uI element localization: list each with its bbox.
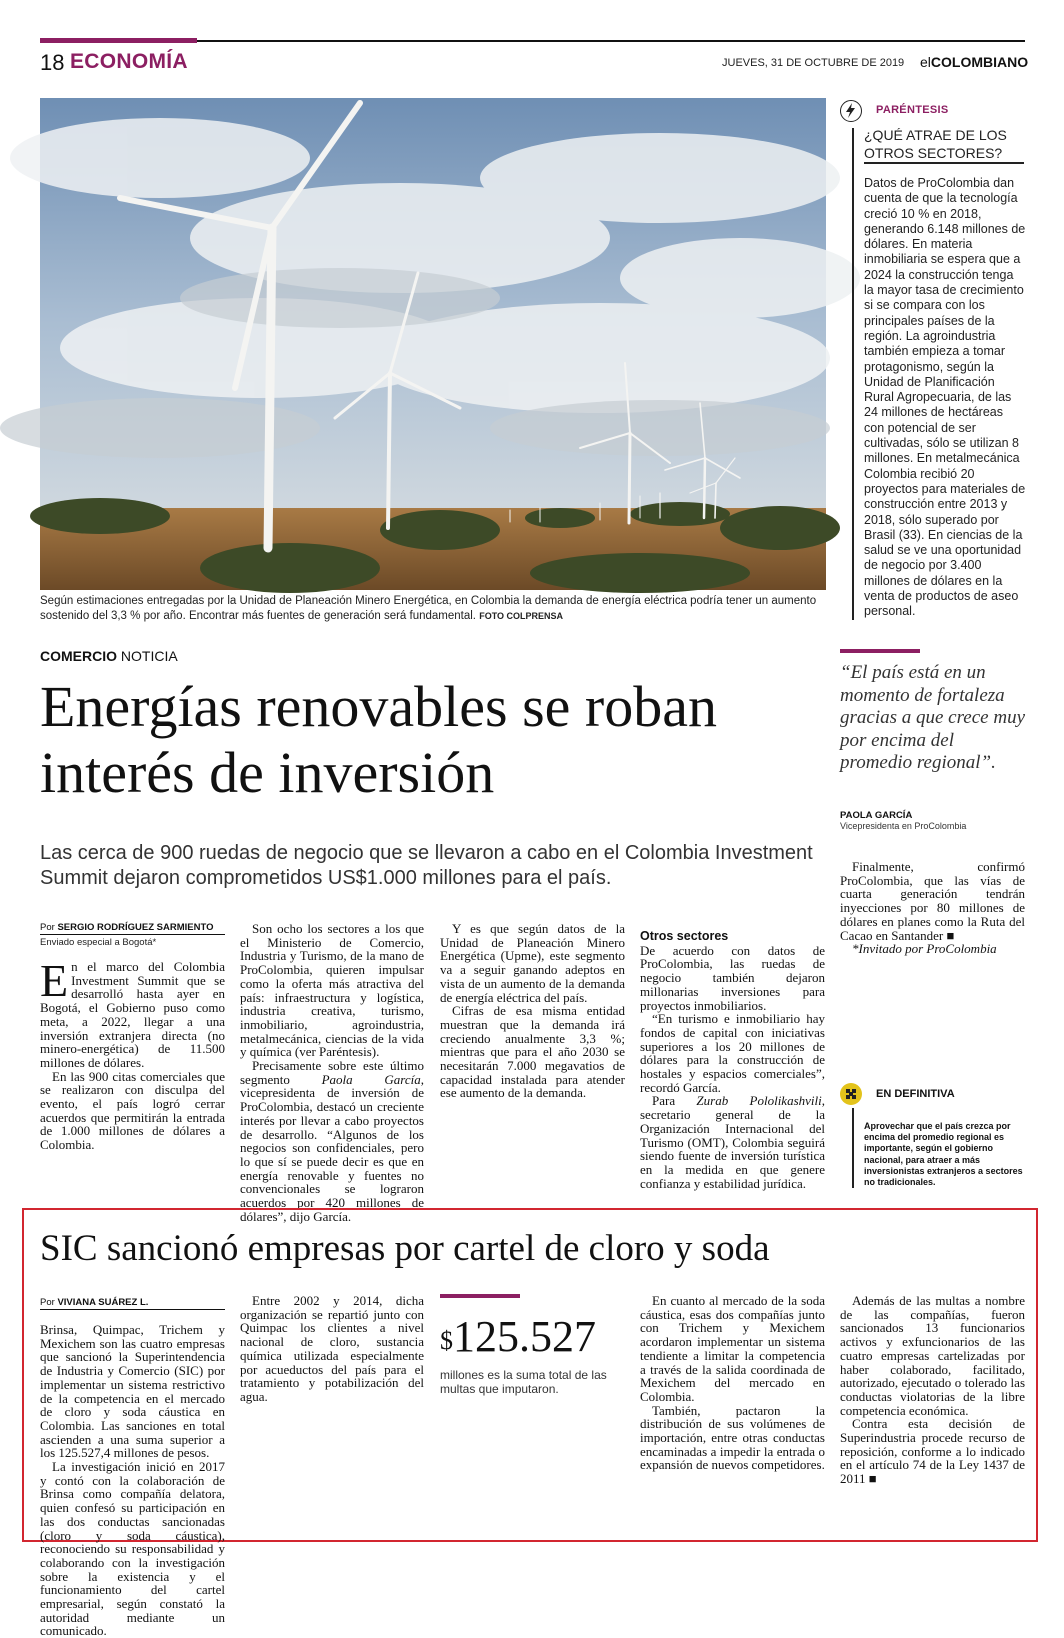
paragraph: Además de las multas a nombre de las compañías, fueron sancionados 13 funcionarios activos y exfuncionarios de las cuatro empresas cartelizadas por haber colaborado, facilitado, autorizado, ejecutado o tolerado las conductas violatorias de la libre competencia económica. xyxy=(840,1293,1025,1418)
article-column-3 xyxy=(440,922,625,1100)
boxed-headline: SIC sancionó empresas por cartel de cloro y soda xyxy=(40,1228,770,1269)
kicker-type: NOTICIA xyxy=(120,648,178,664)
paragraph-text: Para xyxy=(652,1093,697,1109)
paragraph: Contra esta decisión de Superindustria procede recurso de reposición, conforme a lo indicado en el artículo 74 de la Ley 1437 de 2011 ■ xyxy=(840,1416,1025,1487)
figure-accent-bar xyxy=(440,1294,520,1298)
photo-caption xyxy=(40,594,830,624)
paragraph xyxy=(640,1094,825,1190)
pullquote-role: Vicepresidenta en ProColombia xyxy=(840,821,967,831)
sidebar-label: PARÉNTESIS xyxy=(876,104,949,116)
kicker-topic: COMERCIO xyxy=(40,648,117,664)
paragraph xyxy=(240,1059,424,1223)
issue-date: JUEVES, 31 DE OCTUBRE DE 2019 xyxy=(722,57,905,69)
paragraph: Y es que según datos de la Unidad de Planeación Minero Energética (Upme), este segmento va a seguir ganando adeptos en vista de un aumento de la demanda de energía eléctrica del país. xyxy=(440,921,625,1005)
paragraph: En cuanto al mercado de la soda cáustica, esas dos compañías junto con Trichem y Mexichem acordaron implementar un sistema tendiente a limitar la competencia a través de la salida coordinada de Mexichem del mercado en Colombia. xyxy=(640,1293,825,1404)
boxed-column-2 xyxy=(240,1294,424,1404)
article-column-2 xyxy=(240,922,424,1223)
paragraph: Entre 2002 y 2014, dicha organización se repartió junto con Quimpac los clientes a nivel nacional de cloro, sustancia química utilizada especialmente por acueductos del país para el tratamiento y potabilización del agua. xyxy=(240,1293,424,1404)
byline-author: VIVIANA SUÁREZ L. xyxy=(57,1297,149,1308)
pullquote-name: PAOLA GARCÍA xyxy=(840,810,913,821)
paragraph: n el marco del Colombia Investment Summit que se desarrolló hasta ayer en Bogotá, el Gobierno puso como meta, a 2022, llegar a una inversión extranjera directa (no minero-energética) de 11.500 millones de dólares. xyxy=(40,959,225,1070)
paragraph-text: , secretario general de la Organización Internacional del Turismo (OMT), Colombia seguirá siendo fuente de inversión turística en la medida en que genere confianza y estabilidad jurídica. xyxy=(640,1093,825,1191)
pullquote-text: “El país está en un momento de fortaleza gracias a que crece muy por encima del promedio regional”. xyxy=(840,662,1026,773)
figure-number: 125.527 xyxy=(453,1312,596,1361)
paragraph: “En turismo e inmobiliario hay fondos de capital con iniciativas superiores a los 20 millones de dólares para la construcción de hostales y espacios comerciales”, recordó García. xyxy=(640,1011,825,1095)
page-number: 18 xyxy=(40,50,65,75)
article-column-4 xyxy=(640,922,825,1190)
boxed-column-4 xyxy=(640,1294,825,1472)
paragraph: Finalmente, confirmó ProColombia, que las vías de cuarta generación tendrán inyecciones por 80 millones de dólares en planes como la Ruta del Cacao en Santander ■ xyxy=(840,859,1025,943)
boxed-column-5 xyxy=(840,1294,1025,1486)
article-deck: Las cerca de 900 ruedas de negocio que se llevaron a cabo en el Colombia Investment Summit dejaron comprometidos US$1.000 millones para el país. xyxy=(40,842,813,889)
drop-cap: E xyxy=(40,955,69,1006)
paragraph-text: , vicepresidenta de inversión de ProColombia, destacó un creciente interés por llevar a cabo proyectos de desarrollo. “Algunos de los negocios son confidenciales, pero lo que sí se puede decir es que en energía renovable y fuentes no convencionales se lograron acuerdos por 420 millones de dólares”, dijo García. xyxy=(240,1071,425,1224)
sidebar-body: Datos de ProColombia dan cuenta de que la tecnología creció 10 % en 2018, generando 6.148 millones de dólares. En materia inmobiliaria se espera que a 2024 la construcción tenga la mayor tasa de crecimiento si se compara con los principales países de la región. La agroindustria también empieza a tomar protagonismo, según la Unidad de Planificación Rural Agropecuaria, de las 24 millones de hectáreas con potencial de ser cultivadas, sólo se utilizan 8 millones. En metalmecánica Colombia recibió 20 proyectos para materiales de construcción entre 2013 y 2018, sólo superado por Brasil (33). En ciencias de la salud se ve una oportunidad de negocio por 3.400 millones de dólares en la venta de productos de aseo personal. xyxy=(864,176,1026,619)
person-name: Paola García xyxy=(321,1071,421,1087)
article-kicker xyxy=(40,648,178,664)
paragraph: En las 900 citas comerciales que se realizaron con disculpa del evento, el país logró cerrar acuerdos que permitirán la entrada de 1.000 millones de dólares a Colombia. xyxy=(40,1068,225,1153)
logo-main: COLOMBIANO xyxy=(930,54,1029,70)
article-headline: Energías renovables se roban interés de inversión xyxy=(40,674,717,805)
paragraph: Son ocho los sectores a los que el Ministerio de Comercio, Industria y Turismo, de la mano de ProColombia, quieren impulsar como la oferta más atractiva del país: infraestructura y logística, industria creativa, turismo, inmobiliario, agroindustria, metalmecánica, ciencias de la vida y química (ver Paréntesis). xyxy=(240,921,424,1060)
sidebar-title: ¿QUÉ ATRAE DE LOS OTROS SECTORES? xyxy=(864,127,1007,161)
summary-icon xyxy=(840,1083,862,1105)
person-name: Zurab Pololikashvili xyxy=(696,1093,822,1109)
figure-currency: $ xyxy=(440,1326,453,1355)
article-column-5 xyxy=(840,860,1025,956)
paragraph: Brinsa, Quimpac, Trichem y Mexichem son las cuatro empresas que sancionó la Superintendencia de Industria y Comercio (SIC) por implementar un sistema restrictivo de la competencia en el mercado de cloro y soda cáustica en Colombia. Las sanciones en total ascienden a una suma superior a los 125.527,4 millones de pesos. xyxy=(40,1322,225,1461)
section-accent-bar xyxy=(40,38,197,43)
byline xyxy=(40,922,225,935)
figure-text: millones es la suma total de las multas que imputaron. xyxy=(440,1368,607,1396)
sidebar-rule xyxy=(852,128,854,620)
paragraph: La investigación inició en 2017 y contó con la colaboración de Brinsa como compañía delatora, quien confesó su participación en las dos conductas sancionadas (cloro y soda cáustica), reconociendo su responsabilidad y colaborando con la investigación sobre la existencia y el funcionamiento del cartel empresarial, según constató la autoridad mediante un comunicado. xyxy=(40,1459,225,1638)
article-column-1 xyxy=(40,955,225,1153)
boxed-column-1 xyxy=(40,1323,225,1638)
footnote: *Invitado por ProColombia xyxy=(852,941,997,957)
sidebar-title-rule xyxy=(864,162,1024,164)
section-title: ECONOMÍA xyxy=(70,50,188,73)
boxed-byline xyxy=(40,1297,225,1310)
paragraph: De acuerdo con datos de ProColombia, las ruedas de negocio también dejaron millonarias inversiones para proyectos inmobiliarios. xyxy=(640,942,825,1013)
summary-text: Aprovechar que el país crezca por encima del promedio regional es importante, según el gobierno nacional, para atraer a más inversionistas extranjeros a sectores no tradicionales. xyxy=(864,1121,1023,1188)
byline-prefix: Por xyxy=(40,922,55,933)
article-subhead: Otros sectores xyxy=(640,929,729,943)
caption-text: Según estimaciones entregadas por la Unidad de Planeación Minero Energética, en Colombia la demanda de energía eléctrica podría tener un aumento sostenido del 3,3 % por año. Encontrar más fuentes de generación será fundamental. xyxy=(40,595,817,622)
figure-value xyxy=(440,1312,596,1362)
photo-credit: FOTO COLPRENSA xyxy=(479,611,564,621)
summary-rule xyxy=(852,1108,854,1188)
byline-author: SERGIO RODRÍGUEZ SARMIENTO xyxy=(57,922,214,933)
logo-prefix: el xyxy=(920,54,931,70)
pullquote-accent-bar xyxy=(840,649,920,653)
paragraph: También, pactaron la distribución de sus volúmenes de importación, entre otras conductas encaminadas a impedir la entrada o expansión de nuevos competidores. xyxy=(640,1402,825,1473)
paragraph-text: Precisamente sobre este último segmento xyxy=(240,1058,424,1087)
byline-prefix: Por xyxy=(40,1297,55,1308)
paragraph: Cifras de esa misma entidad muestran que la demanda irá creciendo anualmente 3,3 %; mientras que para el año 2030 se necesitarán 7.000 megavatios de capacidad instalada para atender ese aumento de la demanda. xyxy=(440,1003,625,1101)
lightning-icon xyxy=(840,100,862,122)
wind-turbines-photo xyxy=(40,98,826,590)
summary-label: EN DEFINITIVA xyxy=(876,1088,955,1100)
byline-note: Enviado especial a Bogotá* xyxy=(40,937,157,948)
newspaper-logo xyxy=(920,54,1028,70)
